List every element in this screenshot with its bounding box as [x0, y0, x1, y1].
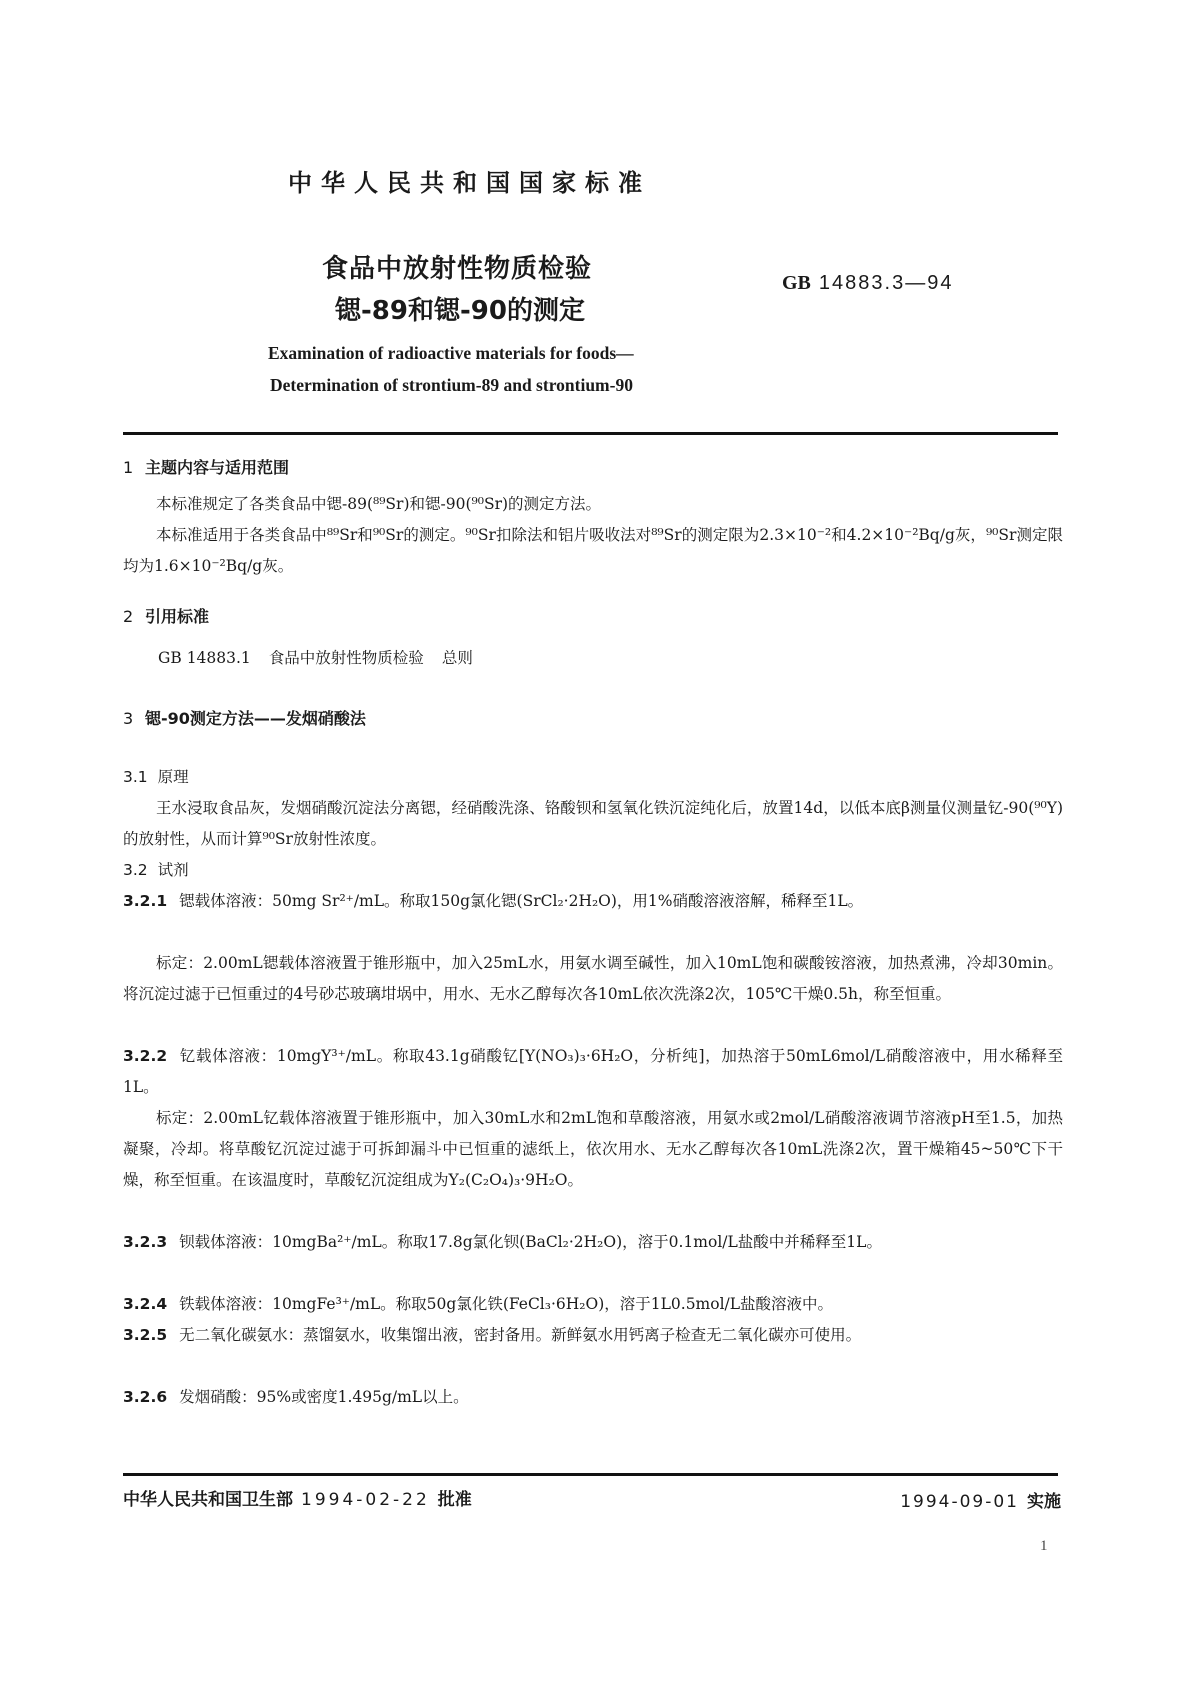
header-divider — [123, 432, 1058, 435]
subsection-3-1-heading — [123, 762, 1063, 793]
section-number: 2 — [123, 607, 134, 626]
national-standard-heading: 中华人民共和国国家标准 — [288, 169, 651, 197]
gb-number: 14883.3—94 — [818, 272, 954, 294]
item-number: 3.2.6 — [123, 1388, 168, 1406]
approve-label: 批准 — [437, 1490, 472, 1510]
item-text: 无二氧化碳氨水：蒸馏氨水，收集馏出液，密封备用。新鲜氨水用钙离子检查无二氧化碳亦可使用。 — [179, 1326, 862, 1344]
ref-code: GB 14883.1 — [158, 649, 251, 667]
section-2-heading — [123, 604, 209, 627]
approve-date: 1994-02-22 — [301, 1490, 430, 1510]
footer-divider — [123, 1473, 1058, 1476]
english-title-line2: Determination of strontium-89 and strontium-90 — [270, 375, 633, 395]
reagent-3-2-1-calibration: 标定：2.00mL锶载体溶液置于锥形瓶中，加入25mL水，用氨水调至碱性，加入10mL饱和碳酸铵溶液，加热煮沸，冷却30min。将沉淀过滤于已恒重过的4号砂芯玻璃坩埚中，用水、无水乙醇每次各10mL依次洗涤2次，105℃干燥0.5h，称至恒重。 — [123, 954, 1063, 1003]
reagent-3-2-3 — [123, 1227, 1063, 1258]
document-title-line1: 食品中放射性物质检验 — [322, 254, 593, 284]
item-number: 3.2.2 — [123, 1047, 168, 1065]
implement-date: 1994-09-01 — [900, 1492, 1019, 1512]
subsection-number: 3.2 — [123, 861, 148, 879]
reagent-3-2-6 — [123, 1382, 1063, 1413]
page-number: 1 — [1040, 1538, 1048, 1554]
english-title-line1: Examination of radioactive materials for foods— — [268, 343, 634, 363]
reagent-3-2-5 — [123, 1320, 1063, 1351]
subsection-number: 3.1 — [123, 768, 148, 786]
item-text: 钡载体溶液：10mgBa²⁺/mL。称取17.8g氯化钡(BaCl₂·2H₂O)，溶于0.1mol/L盐酸中并稀释至1L。 — [179, 1233, 882, 1251]
item-text: 铁载体溶液：10mgFe³⁺/mL。称取50g氯化铁(FeCl₃·6H₂O)，溶于1L0.5mol/L盐酸溶液中。 — [179, 1295, 834, 1313]
section-number: 3 — [123, 709, 134, 728]
ref-suffix: 总则 — [441, 649, 473, 667]
item-number: 3.2.1 — [123, 892, 168, 910]
reagent-3-2-1 — [123, 886, 1063, 917]
subsection-title: 试剂 — [157, 861, 189, 879]
section-1-para-1: 本标准规定了各类食品中锶-89(⁸⁹Sr)和锶-90(⁹⁰Sr)的测定方法。 — [156, 495, 602, 513]
item-number: 3.2.3 — [123, 1233, 168, 1251]
gb-prefix: GB — [782, 272, 811, 294]
section-number: 1 — [123, 458, 134, 477]
reagent-3-2-2 — [123, 1041, 1063, 1103]
ref-title: 食品中放射性物质检验 — [268, 649, 424, 667]
item-text: 发烟硝酸：95%或密度1.495g/mL以上。 — [179, 1388, 469, 1406]
principle-text: 王水浸取食品灰，发烟硝酸沉淀法分离锶，经硝酸洗涤、铬酸钡和氢氧化铁沉淀纯化后，放置14d，以低本底β测量仪测量钇-90(⁹⁰Y)的放射性，从而计算⁹⁰Sr放射性浓度。 — [123, 799, 1063, 848]
issuer: 中华人民共和国卫生部 — [123, 1490, 293, 1510]
section-title: 主题内容与适用范围 — [145, 458, 290, 477]
implement-label: 实施 — [1027, 1492, 1061, 1512]
section-title: 引用标准 — [145, 607, 210, 626]
section-title: 锶-90测定方法——发烟硝酸法 — [145, 709, 366, 728]
section-1-para-2: 本标准适用于各类食品中⁸⁹Sr和⁹⁰Sr的测定。⁹⁰Sr扣除法和铝片吸收法对⁸⁹Sr的测定限为2.3×10⁻²和4.2×10⁻²Bq/g灰，⁹⁰Sr测定限均为1.6×10⁻²Bq/g灰。 — [123, 526, 1063, 575]
approval-line — [123, 1485, 472, 1510]
item-number: 3.2.5 — [123, 1326, 168, 1344]
item-text: 钇载体溶液：10mgY³⁺/mL。称取43.1g硝酸钇[Y(NO₃)₃·6H₂O，分析纯]，加热溶于50mL6mol/L硝酸溶液中，用水稀释至1L。 — [123, 1047, 1063, 1096]
reagent-3-2-4 — [123, 1289, 1063, 1320]
section-3-heading — [123, 706, 366, 729]
item-number: 3.2.4 — [123, 1295, 168, 1313]
section-1-heading — [123, 455, 289, 478]
subsection-title: 原理 — [157, 768, 189, 786]
subsection-3-2-heading — [123, 855, 1063, 886]
item-text: 锶载体溶液：50mg Sr²⁺/mL。称取150g氯化锶(SrCl₂·2H₂O)，用1%硝酸溶液溶解，稀释至1L。 — [179, 892, 864, 910]
document-title-line2: 锶-89和锶-90的测定 — [335, 296, 585, 326]
implementation-line — [900, 1487, 1061, 1512]
referenced-standard — [158, 643, 1098, 674]
standard-code — [782, 272, 953, 295]
reagent-3-2-2-calibration: 标定：2.00mL钇载体溶液置于锥形瓶中，加入30mL水和2mL饱和草酸溶液，用氨水或2mol/L硝酸溶液调节溶液pH至1.5，加热凝聚，冷却。将草酸钇沉淀过滤于可拆卸漏斗中已恒重的滤纸上，依次用水、无水乙醇每次各10mL洗涤2次，置干燥箱45~50℃下干燥，称至恒重。在该温度时，草酸钇沉淀组成为Y₂(C₂O₄)₃·9H₂O。 — [123, 1109, 1063, 1189]
